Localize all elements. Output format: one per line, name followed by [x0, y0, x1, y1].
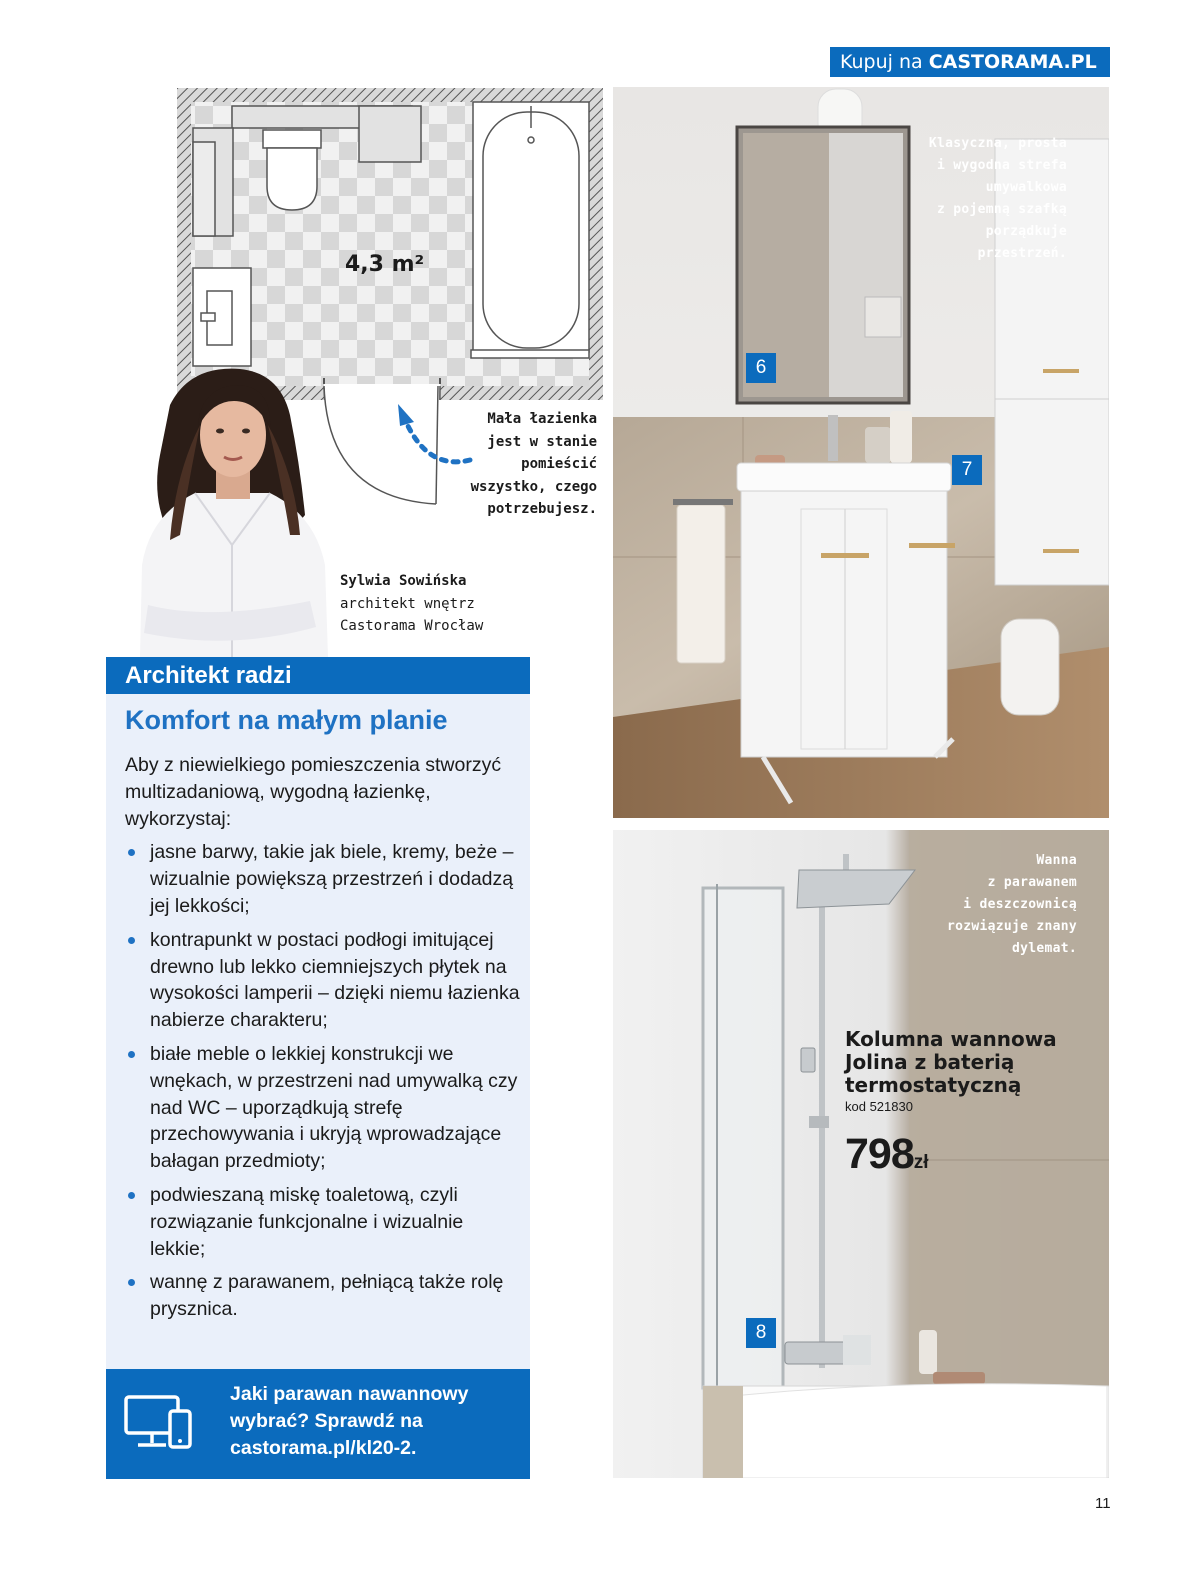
advice-item: wannę z parawanem, pełniącą także rolę prysznica. [125, 1269, 520, 1323]
plan-caption-line: pomieścić [521, 456, 597, 472]
plan-caption-line: jest w stanie [487, 433, 597, 450]
photo-note-line: umywalkowa [985, 180, 1067, 195]
product-number-7: 7 [952, 455, 982, 485]
advice-item: podwieszaną miskę toaletową, czyli rozwiązanie funkcjonalne i wizualnie lekkie; [125, 1182, 520, 1262]
panel-intro: Aby z niewielkiego pomieszczenia stworzyć multizadaniową, wygodną łazienkę, wykorzystaj: [125, 754, 502, 830]
page-number: 11 [1095, 1495, 1111, 1512]
shop-online-badge[interactable] [830, 47, 1110, 77]
online-tip-link[interactable]: Jaki parawan nawannowy wybrać? Sprawdź na castorama.pl/kl20-2. [230, 1383, 469, 1459]
architect-role: architekt wnętrz [340, 595, 475, 612]
advice-item: jasne barwy, takie jak biele, kremy, beże – wizualnie powiększą przestrzeń i dodadzą jej lekkości; [125, 839, 520, 919]
advice-panel [106, 657, 530, 1479]
photo-note-line: rozwiązuje znany [946, 919, 1077, 934]
advice-item: kontrapunkt w postaci podłogi imitującej drewno lub lekko ciemniejszych płytek na wysokości lamperii – dzięki niemu łazienka nabierze charakteru; [125, 927, 520, 1034]
shower-photo-note [913, 850, 1077, 960]
price-currency: zł [913, 1152, 929, 1173]
panel-body [125, 752, 520, 1323]
product-code: kod 521830 [845, 1099, 913, 1114]
plan-caption-line: Mała łazienka [487, 411, 597, 427]
architect-name: Sylwia Sowińska [340, 573, 467, 589]
photo-note-line: i deszczownicą [963, 897, 1077, 912]
badge-prefix: Kupuj na [840, 51, 929, 73]
plan-caption-line: wszystko, czego [470, 478, 597, 495]
product-name: Kolumna wannowa Jolina z baterią termostatyczną [845, 1027, 1057, 1097]
architect-caption [340, 570, 483, 638]
advice-list [125, 839, 520, 1323]
vanity-photo-note [903, 133, 1067, 265]
product-number-6: 6 [746, 353, 776, 383]
badge-site: CASTORAMA.PL [928, 51, 1097, 73]
architect-location: Castorama Wrocław [340, 618, 484, 634]
product-price [845, 1130, 929, 1179]
product-number-8: 8 [746, 1318, 776, 1348]
vanity-photo [613, 87, 1109, 818]
shower-photo [613, 830, 1109, 1478]
photo-note-line: dylemat. [1011, 941, 1077, 956]
photo-note-line: z parawanem [987, 875, 1077, 890]
photo-note-line: przestrzeń. [977, 246, 1067, 261]
architect-portrait [130, 365, 335, 657]
photo-note-line: porządkuje [985, 224, 1067, 239]
photo-note-line: i wygodna strefa [936, 158, 1067, 173]
photo-note-line: z pojemną szafką [936, 202, 1067, 217]
photo-note-line: Klasyczna, prosta [928, 136, 1067, 151]
computer-phone-icon [124, 1393, 194, 1453]
online-tip-banner[interactable] [106, 1369, 530, 1479]
panel-title: Komfort na małym planie [125, 705, 448, 735]
panel-header: Architekt radzi [106, 657, 530, 694]
plan-caption [437, 408, 597, 521]
floor-area-label: 4,3 m² [345, 252, 425, 277]
bathroom-floor-plan [177, 88, 603, 400]
price-value: 798 [845, 1130, 914, 1178]
plan-caption-line: potrzebujesz. [487, 501, 597, 517]
photo-note-line: Wanna [1036, 853, 1077, 868]
advice-item: białe meble o lekkiej konstrukcji we wnękach, w przestrzeni nad umywalką czy nad WC – uporządkują strefę przechowywania i ukryją wprowadzające bałagan przedmioty; [125, 1041, 520, 1175]
